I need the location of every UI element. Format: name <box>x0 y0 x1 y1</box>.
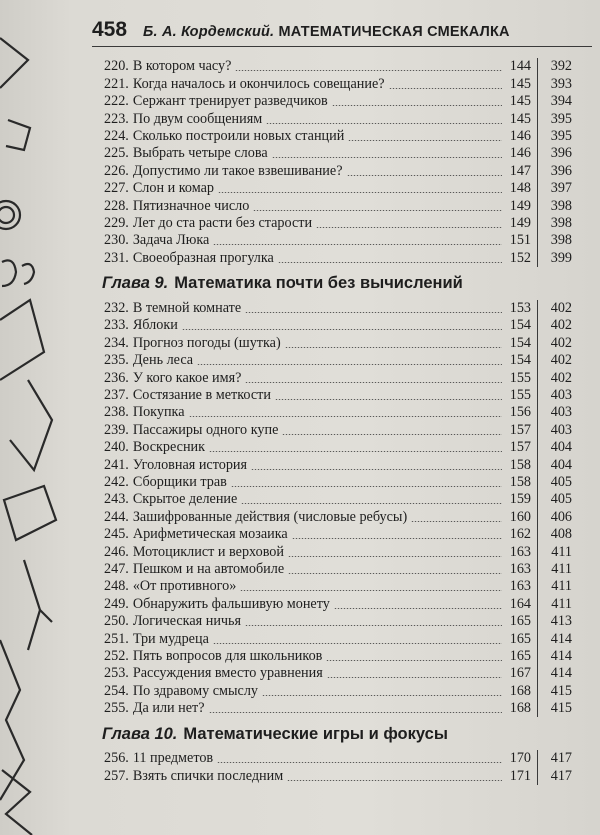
entry-problem-page: 163 <box>509 560 531 577</box>
entry-title: Да или нет? <box>132 700 205 717</box>
dot-leader <box>347 175 503 176</box>
entry-number: 239. <box>104 421 129 438</box>
dot-leader <box>275 399 502 400</box>
entry-title: По здравому смыслу <box>132 682 258 699</box>
entry-title: Допустимо ли такое взвешивание? <box>132 162 343 179</box>
entry-answer-page: 411 <box>551 543 572 560</box>
dot-leader <box>197 364 502 365</box>
toc-entry <box>104 352 572 369</box>
entry-answer-page: 402 <box>550 300 572 317</box>
entry-title: Зашифрованные действия (числовые ребусы) <box>132 508 408 525</box>
entry-title: Уголовная история <box>132 456 248 473</box>
dot-leader <box>332 105 502 106</box>
dot-leader <box>253 210 502 211</box>
toc-entry <box>104 543 572 560</box>
entry-number: 248. <box>104 578 129 595</box>
column-separator <box>537 578 538 595</box>
dot-leader <box>209 451 502 452</box>
margin-doodles-decoration <box>0 0 80 835</box>
dot-leader <box>240 590 502 591</box>
dot-leader <box>213 643 502 644</box>
column-separator <box>537 421 538 438</box>
entry-answer-page: 402 <box>550 317 572 334</box>
dot-leader <box>182 329 502 330</box>
dot-leader <box>334 608 502 609</box>
column-separator <box>537 595 538 612</box>
entry-title: Сколько построили новых станций <box>132 127 345 144</box>
entry-problem-page: 164 <box>509 595 531 612</box>
entry-problem-page: 167 <box>509 665 531 682</box>
toc-entry <box>104 110 572 127</box>
entry-number: 232. <box>104 300 129 317</box>
column-separator <box>537 58 538 75</box>
entry-answer-page: 411 <box>551 560 572 577</box>
entry-answer-page: 394 <box>550 93 572 110</box>
dot-leader <box>262 695 502 696</box>
column-separator <box>537 526 538 543</box>
entry-title: Прогноз погоды (шутка) <box>132 334 281 351</box>
entry-answer-page: 398 <box>550 214 572 231</box>
toc-entry <box>104 93 572 110</box>
toc-entry <box>104 526 572 543</box>
entry-number: 246. <box>104 543 129 560</box>
dot-leader <box>245 625 502 626</box>
toc-entry <box>104 404 572 421</box>
entry-answer-page: 415 <box>550 682 572 699</box>
column-separator <box>537 387 538 404</box>
entry-title: Скрытое деление <box>132 491 238 508</box>
entry-title: Покупка <box>132 404 185 421</box>
entry-number: 241. <box>104 456 129 473</box>
dot-leader <box>282 434 502 435</box>
toc-entry <box>104 215 572 232</box>
entry-answer-page: 417 <box>550 750 572 767</box>
entry-number: 255. <box>104 700 129 717</box>
toc-entry <box>104 491 572 508</box>
dot-leader <box>327 677 502 678</box>
entry-problem-page: 168 <box>509 682 531 699</box>
entry-problem-page: 149 <box>509 214 531 231</box>
entry-title: Когда началось и окончилось совещание? <box>132 75 385 92</box>
entry-number: 251. <box>104 630 129 647</box>
entry-title: Рассуждения вместо уравнения <box>132 665 323 682</box>
entry-number: 236. <box>104 369 129 386</box>
chapter-heading <box>102 271 572 297</box>
column-separator <box>537 215 538 232</box>
dot-leader <box>326 660 502 661</box>
toc-entry <box>104 421 572 438</box>
entry-problem-page: 160 <box>509 508 531 525</box>
entry-title: В темной комнате <box>132 300 242 317</box>
entry-title: Три мудреца <box>132 630 209 647</box>
entry-problem-page: 154 <box>509 334 531 351</box>
toc-entry <box>104 232 572 249</box>
toc-entry <box>104 578 572 595</box>
entry-problem-page: 149 <box>509 197 531 214</box>
dot-leader <box>209 712 502 713</box>
column-separator <box>537 352 538 369</box>
column-separator <box>537 404 538 421</box>
entry-answer-page: 406 <box>550 508 572 525</box>
chapter-label: Глава 9. <box>102 274 169 293</box>
dot-leader <box>287 780 502 781</box>
entry-number: 234. <box>104 334 129 351</box>
entry-problem-page: 156 <box>509 404 531 421</box>
toc-entry <box>104 249 572 266</box>
dot-leader <box>218 192 502 193</box>
entry-title: Пассажиры одного купе <box>132 421 279 438</box>
entry-number: 224. <box>104 127 129 144</box>
entry-answer-page: 396 <box>550 162 572 179</box>
entry-number: 235. <box>104 352 129 369</box>
running-header <box>92 18 592 47</box>
entry-problem-page: 163 <box>509 543 531 560</box>
entry-answer-page: 402 <box>550 334 572 351</box>
column-separator <box>537 93 538 110</box>
dot-leader <box>235 70 502 71</box>
entry-title: Сборщики трав <box>132 473 227 490</box>
column-separator <box>537 128 538 145</box>
entry-number: 231. <box>104 249 129 266</box>
entry-problem-page: 157 <box>509 421 531 438</box>
chapter-label: Глава 10. <box>102 724 178 743</box>
entry-problem-page: 165 <box>509 647 531 664</box>
entry-number: 223. <box>104 110 129 127</box>
entry-number: 230. <box>104 232 129 249</box>
entry-problem-page: 170 <box>509 750 531 767</box>
entry-problem-page: 146 <box>509 145 531 162</box>
toc-entry <box>104 767 572 784</box>
column-separator <box>537 767 538 784</box>
entry-number: 253. <box>104 665 129 682</box>
entry-problem-page: 158 <box>509 456 531 473</box>
column-separator <box>537 162 538 179</box>
entry-number: 225. <box>104 145 129 162</box>
page-number: 458 <box>92 18 128 41</box>
entry-number: 227. <box>104 180 129 197</box>
entry-answer-page: 414 <box>550 647 572 664</box>
entry-title: Лет до ста расти без старости <box>132 214 313 231</box>
column-separator <box>537 197 538 214</box>
column-separator <box>537 474 538 491</box>
column-separator <box>537 508 538 525</box>
entry-title: Логическая ничья <box>132 613 242 630</box>
entry-number: 244. <box>104 508 129 525</box>
entry-problem-page: 146 <box>509 127 531 144</box>
entry-problem-page: 162 <box>509 526 531 543</box>
entry-number: 220. <box>104 58 129 75</box>
dot-leader <box>285 347 502 348</box>
dot-leader <box>292 538 502 539</box>
table-of-contents <box>104 58 572 785</box>
entry-title: Пятизначное число <box>132 197 250 214</box>
dot-leader <box>288 573 502 574</box>
entry-problem-page: 154 <box>509 352 531 369</box>
entry-answer-page: 404 <box>550 456 572 473</box>
entry-title: Мотоциклист и верховой <box>132 543 284 560</box>
entry-answer-page: 392 <box>550 58 572 75</box>
entry-answer-page: 405 <box>550 491 572 508</box>
book-title: МАТЕМАТИЧЕСКАЯ СМЕКАЛКА <box>278 24 510 40</box>
entry-title: Воскресник <box>132 439 206 456</box>
chapter-title: Математические игры и фокусы <box>183 724 448 743</box>
dot-leader <box>217 762 502 763</box>
toc-entry <box>104 682 572 699</box>
dot-leader <box>189 416 502 417</box>
entry-problem-page: 151 <box>509 232 531 249</box>
dot-leader <box>245 312 502 313</box>
entry-problem-page: 165 <box>509 613 531 630</box>
dot-leader <box>411 521 502 522</box>
entry-problem-page: 171 <box>509 767 531 784</box>
entry-problem-page: 148 <box>509 180 531 197</box>
toc-entry <box>104 334 572 351</box>
entry-answer-page: 402 <box>550 369 572 386</box>
entry-title: Своеобразная прогулка <box>132 249 274 266</box>
toc-entry <box>104 58 572 75</box>
entry-number: 252. <box>104 647 129 664</box>
column-separator <box>537 682 538 699</box>
column-separator <box>537 543 538 560</box>
entry-title: Задача Люка <box>132 232 210 249</box>
entry-answer-page: 414 <box>550 665 572 682</box>
entry-answer-page: 413 <box>550 613 572 630</box>
author-name: Б. А. Кордемский. <box>143 24 275 40</box>
entry-answer-page: 415 <box>550 700 572 717</box>
toc-entry <box>104 300 572 317</box>
toc-entry <box>104 317 572 334</box>
column-separator <box>537 665 538 682</box>
entry-title: Пешком и на автомобиле <box>132 560 285 577</box>
chapter-title: Математика почти без вычислений <box>174 274 463 293</box>
toc-entry <box>104 128 572 145</box>
entry-answer-page: 393 <box>550 75 572 92</box>
entry-number: 245. <box>104 526 129 543</box>
toc-entry <box>104 387 572 404</box>
entry-title: Обнаружить фальшивую монету <box>132 595 330 612</box>
toc-entry <box>104 630 572 647</box>
entry-title: Пять вопросов для школьников <box>132 647 323 664</box>
entry-title: В котором часу? <box>132 58 232 75</box>
column-separator <box>537 145 538 162</box>
entry-number: 256. <box>104 750 129 767</box>
entry-answer-page: 408 <box>550 526 572 543</box>
toc-entry <box>104 474 572 491</box>
column-separator <box>537 110 538 127</box>
entry-problem-page: 145 <box>509 110 531 127</box>
entry-answer-page: 395 <box>550 127 572 144</box>
entry-number: 229. <box>104 214 129 231</box>
toc-entry <box>104 508 572 525</box>
column-separator <box>537 561 538 578</box>
toc-entry <box>104 145 572 162</box>
entry-title: Взять спички последним <box>132 767 284 784</box>
dot-leader <box>245 382 502 383</box>
entry-number: 221. <box>104 75 129 92</box>
dot-leader <box>266 123 502 124</box>
entry-problem-page: 163 <box>509 578 531 595</box>
entry-title: Яблоки <box>132 317 178 334</box>
column-separator <box>537 180 538 197</box>
entry-number: 228. <box>104 197 129 214</box>
entry-title: Выбрать четыре слова <box>132 145 268 162</box>
entry-number: 222. <box>104 93 129 110</box>
entry-answer-page: 396 <box>550 145 572 162</box>
dot-leader <box>278 262 502 263</box>
entry-answer-page: 404 <box>550 439 572 456</box>
column-separator <box>537 700 538 717</box>
dot-leader <box>389 88 502 89</box>
entry-answer-page: 398 <box>550 232 572 249</box>
entry-title: По двум сообщениям <box>132 110 263 127</box>
entry-title: Слон и комар <box>132 180 215 197</box>
entry-answer-page: 395 <box>550 110 572 127</box>
dot-leader <box>251 469 502 470</box>
toc-entry <box>104 665 572 682</box>
toc-entry <box>104 700 572 717</box>
dot-leader <box>213 244 502 245</box>
toc-entry <box>104 162 572 179</box>
entry-answer-page: 403 <box>550 404 572 421</box>
entry-problem-page: 165 <box>509 630 531 647</box>
entry-problem-page: 155 <box>509 387 531 404</box>
toc-entry <box>104 456 572 473</box>
entry-answer-page: 411 <box>551 578 572 595</box>
entry-number: 240. <box>104 439 129 456</box>
column-separator <box>537 300 538 317</box>
entry-number: 249. <box>104 595 129 612</box>
entry-number: 254. <box>104 682 129 699</box>
entry-answer-page: 402 <box>550 352 572 369</box>
entry-problem-page: 147 <box>509 162 531 179</box>
entry-answer-page: 405 <box>550 473 572 490</box>
entry-title: «От противного» <box>132 578 237 595</box>
entry-answer-page: 399 <box>550 249 572 266</box>
dot-leader <box>316 227 502 228</box>
entry-problem-page: 145 <box>509 93 531 110</box>
column-separator <box>537 456 538 473</box>
column-separator <box>537 334 538 351</box>
toc-entry <box>104 369 572 386</box>
entry-answer-page: 403 <box>550 387 572 404</box>
column-separator <box>537 317 538 334</box>
entry-problem-page: 152 <box>509 249 531 266</box>
entry-answer-page: 398 <box>550 197 572 214</box>
toc-entry <box>104 197 572 214</box>
toc-entry <box>104 648 572 665</box>
entry-title: У кого какое имя? <box>132 369 242 386</box>
entry-number: 237. <box>104 387 129 404</box>
entry-problem-page: 144 <box>509 58 531 75</box>
entry-problem-page: 155 <box>509 369 531 386</box>
entry-answer-page: 403 <box>550 421 572 438</box>
entry-answer-page: 411 <box>551 595 572 612</box>
entry-problem-page: 168 <box>509 700 531 717</box>
toc-entry <box>104 595 572 612</box>
column-separator <box>537 613 538 630</box>
entry-number: 247. <box>104 560 129 577</box>
entry-number: 257. <box>104 767 129 784</box>
entry-problem-page: 157 <box>509 439 531 456</box>
entry-number: 242. <box>104 473 129 490</box>
dot-leader <box>241 503 502 504</box>
column-separator <box>537 750 538 767</box>
column-separator <box>537 439 538 456</box>
dot-leader <box>348 140 502 141</box>
column-separator <box>537 630 538 647</box>
entry-problem-page: 153 <box>509 300 531 317</box>
toc-entry <box>104 439 572 456</box>
entry-problem-page: 159 <box>509 491 531 508</box>
entry-problem-page: 145 <box>509 75 531 92</box>
column-separator <box>537 491 538 508</box>
toc-entry <box>104 750 572 767</box>
chapter-heading <box>102 721 572 747</box>
entry-answer-page: 414 <box>550 630 572 647</box>
toc-entry <box>104 75 572 92</box>
dot-leader <box>231 486 502 487</box>
entry-number: 250. <box>104 613 129 630</box>
running-head <box>143 24 510 40</box>
column-separator <box>537 232 538 249</box>
column-separator <box>537 249 538 266</box>
toc-entry <box>104 180 572 197</box>
dot-leader <box>288 556 502 557</box>
entry-answer-page: 417 <box>550 767 572 784</box>
column-separator <box>537 648 538 665</box>
entry-title: 11 предметов <box>132 750 214 767</box>
entry-problem-page: 158 <box>509 473 531 490</box>
dot-leader <box>272 157 502 158</box>
entry-number: 226. <box>104 162 129 179</box>
entry-title: Арифметическая мозаика <box>132 526 288 543</box>
toc-entry <box>104 561 572 578</box>
entry-title: День леса <box>132 352 194 369</box>
entry-answer-page: 397 <box>550 180 572 197</box>
entry-title: Состязание в меткости <box>132 387 271 404</box>
entry-problem-page: 154 <box>509 317 531 334</box>
entry-title: Сержант тренирует разведчиков <box>132 93 328 110</box>
entry-number: 243. <box>104 491 129 508</box>
column-separator <box>537 75 538 92</box>
column-separator <box>537 369 538 386</box>
entry-number: 238. <box>104 404 129 421</box>
toc-entry <box>104 613 572 630</box>
entry-number: 233. <box>104 317 129 334</box>
